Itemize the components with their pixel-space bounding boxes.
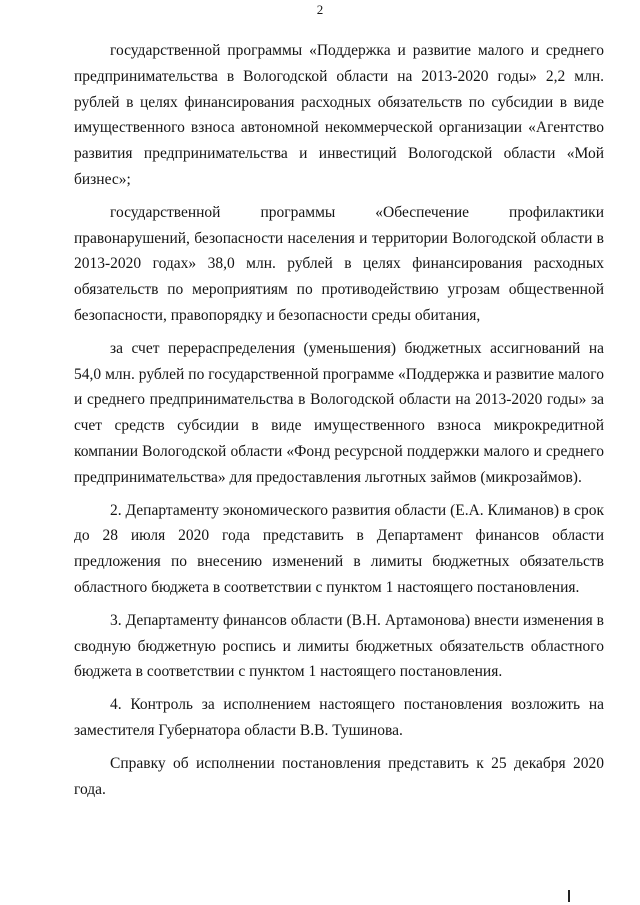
page-number: 2 [316, 2, 324, 17]
paragraph-redistribution: за счет перераспределения (уменьшения) бюджетных ассигнований на 54,0 млн. рублей по государственной программе «Поддержка и развитие малого и среднего предпринимательства в Вологодской области на 2013-2020 годы» за счет средств субсидии в виде имущественного взноса микрокредитной компании Вологодской области «Фонд ресурсной поддержки малого и среднего предпринимательства» для предоставления льготных займов (микрозаймов). [74, 339, 604, 486]
paragraph-item-4: 4. Контроль за исполнением настоящего постановления возложить на заместителя Губернатора области В.В. Тушинова. [74, 696, 604, 739]
paragraph-item-3: 3. Департаменту финансов области (В.Н. Артамонова) внести изменения в сводную бюджетную роспись и лимиты бюджетных обязательств областного бюджета в соответствии с пунктом 1 настоящего постановления. [74, 611, 604, 681]
paragraph-report: Справку об исполнении постановления представить к 25 декабря 2020 года. [74, 754, 604, 798]
paragraph-program-business: государственной программы «Поддержка и развитие малого и среднего предпринимательства в Вологодской области на 2013-2020 годы» 2,2 млн. рублей в целях финансирования расходных обязательств по субсидии в виде имущественного взноса автономной некоммерческой организации «Агентство развития предпринимательства и инвестиций Вологодской области «Мой бизнес»; [74, 42, 604, 188]
paragraph-program-safety: государственной программы «Обеспечение профилактики правонарушений, безопасности населения и территории Вологодской области в 2013-2020 годах» 38,0 млн. рублей в целях финансирования расходных обязательств по мероприятиям по противодействию угрозам общественной безопасности, правопорядку и безопасности среды обитания, [74, 203, 604, 324]
paragraph-item-2: 2. Департаменту экономического развития области (Е.А. Климанов) в срок до 28 июля 2020 года представить в Департамент финансов области предложения по внесению изменений в лимиты бюджетных обязательств областного бюджета в соответствии с пунктом 1 настоящего постановления. [74, 501, 604, 596]
scan-mark [568, 890, 570, 902]
document-body [74, 38, 604, 802]
